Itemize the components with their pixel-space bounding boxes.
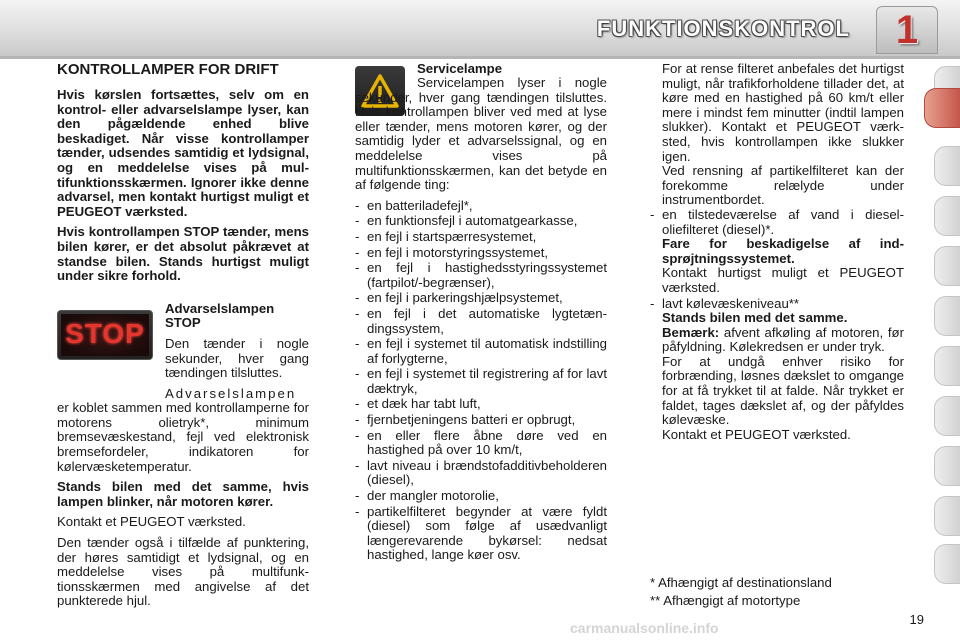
service-lamp-heading: Servicelampe: [417, 61, 503, 76]
list-item: - partikelfilteret begynder at være fyldt (diesel) som følge af usædvanligt længerevarende bykørsel: nedsat hastighed, lange køer osv.: [355, 505, 607, 563]
page-number: 19: [909, 612, 924, 627]
list-item: - en batteriladefejl*,: [355, 199, 607, 214]
list-item: - en fejl i systemet til registrering af for lavt dæktryk,: [355, 367, 607, 396]
stop-lamp-label: Advarselslampen: [165, 385, 297, 401]
list-item: - fjernbetjeningens batteri er opbrugt,: [355, 413, 607, 428]
list-item: - en fejl i parkeringshjælpsystemet,: [355, 291, 607, 306]
watermark: carmanualsonline.info: [570, 620, 719, 636]
list-item: - en fejl i det automatiske lygtetændingssystem,: [355, 307, 607, 336]
stop-lamp-text: Den tænder i nogle sekunder, hver gang tændingen tilsluttes.: [165, 335, 309, 381]
stop-car-warning: Stands bilen med det samme.: [662, 310, 848, 326]
chapter-number: 1: [895, 7, 919, 52]
list-item: - en funktionsfejl i automatgearkasse,: [355, 214, 607, 229]
injection-damage-warning: Fare for beskadigelse af indsprøjtningssystemet.: [662, 236, 904, 266]
chapter-tab[interactable]: [934, 146, 960, 186]
contact-workshop-text-2: Kontakt et PEUGEOT værksted.: [662, 426, 851, 442]
chapter-tab-active[interactable]: [924, 88, 960, 128]
list-item: - der mangler motorolie,: [355, 489, 607, 504]
section-heading: KONTROLLAMPER FOR DRIFT: [57, 61, 279, 78]
stop-lamp-instruction: Stands bilen med det samme, hvis lampen blinker, når motoren kører.: [57, 479, 309, 509]
footnote-engine: ** Afhængigt af motortype: [650, 593, 801, 608]
page-title: FUNKTIONSKONTROL: [596, 16, 850, 41]
note-label: Bemærk:: [662, 324, 720, 340]
chapter-tab[interactable]: [934, 246, 960, 286]
stop-lamp-contact: Kontakt et PEUGEOT værksted.: [57, 514, 246, 530]
list-item: - en fejl i motorstyringssystemet,: [355, 246, 607, 261]
stop-lamp-linked: er koblet sammen med kontrollamperne for motorens olietryk*, minimum bremsevæskestand, fejl ved elektronisk bremsefordeler, indikatoren for kølervæsketemperatur.: [57, 400, 309, 474]
chapter-tab[interactable]: [934, 396, 960, 436]
service-lamp-text: Servicelampen lyser i nogle sekunder, hver gang tændingen tilsluttes. Hvis kontrollampen bliver ved med at lyse eller tænder, mens motoren kører, og der samtidig lyder et advarselssignal, og en meddelelse vises på multifunktionsskærmen, kan det betyde en af følgende ting:: [355, 75, 607, 193]
column-left: [57, 62, 309, 615]
chapter-tab[interactable]: [934, 544, 960, 584]
column-middle: [355, 62, 607, 564]
chapter-tab[interactable]: [934, 496, 960, 536]
list-item: - en eller flere åbne døre ved en hastighed på over 10 km/t,: [355, 429, 607, 458]
list-item: - et dæk har tabt luft,: [355, 397, 607, 412]
chapter-tab[interactable]: [934, 296, 960, 336]
footnote-destination: * Afhængigt af destinationsland: [650, 575, 832, 590]
list-item: [650, 208, 904, 296]
burn-risk-text: For at undgå enhver risiko for forbrænding, løsnes dækslet to omgange for at få trykket til at falde. Når trykket er faldet, tages dækslet af, og der påfyldes kølevæske.: [662, 353, 904, 428]
intro-warning: Hvis kørslen fortsættes, selv om en kontrol- eller advarselslampe lyser, kan den pågældende enhed blive beskadiget. Når visse kontrollamper tænder, udsendes samtidig et lydsignal, og en meddelelse vises på multifunktionsskærmen. Ignorer ikke denne advarsel, men kontakt hurtigst muligt et PEUGEOT værksted.: [57, 87, 309, 219]
column-right: [650, 62, 904, 443]
filter-relay-text: Ved rensning af partikelfilteret kan der forekomme relælyde under instrumentbordet.: [662, 163, 904, 208]
list-item: - en fejl i hastighedsstyringssystemet (fartpilot/-begrænser),: [355, 261, 607, 290]
chapter-tab[interactable]: [934, 446, 960, 486]
stop-lamp-block: [57, 302, 309, 402]
stop-icon-text: STOP: [65, 318, 145, 350]
stop-warning: Hvis kontrollampen STOP tænder, mens bilen kører, er det absolut påkrævet at standse bilen. Stands hurtigst muligt under sikre forhold.: [57, 224, 309, 284]
service-lamp-list: [355, 199, 607, 563]
filter-clean-text: For at rense filteret anbefales det hurtigst muligt, når trafikforholdene tillader det, at køre med en hastighed på 60 km/t eller mere i mindst fem minutter (indtil lampen slukker). Kontakt et PEUGEOT værksted, hvis kontrollampen ikke slukker igen.: [662, 61, 904, 164]
continued-list: [650, 208, 904, 443]
list-item: - lavt niveau i brændstofadditivbeholderen (diesel),: [355, 459, 607, 488]
header-divider: [0, 56, 960, 59]
chapter-tabs: [930, 66, 960, 586]
stop-lamp-heading: Advarselslampen STOP: [165, 300, 275, 331]
chapter-tab[interactable]: [934, 346, 960, 386]
list-item: - en fejl i systemet til automatisk indstilling af forlygterne,: [355, 337, 607, 366]
footnotes: [650, 574, 904, 610]
stop-lamp-icon: [57, 310, 153, 360]
chapter-badge: [876, 6, 938, 54]
contact-workshop-text: Kontakt hurtigst muligt et PEUGEOT værksted.: [662, 265, 904, 295]
stop-lamp-puncture: Den tænder også i tilfælde af punktering, der høres samtidigt et lydsignal, og en meddelelse vises på multifunktionsskærmen med angivelse af det punkterede hjul.: [57, 535, 309, 609]
chapter-tab[interactable]: [934, 196, 960, 236]
water-in-filter-text: en tilstedeværelse af vand i dieseloliefilteret (diesel)*.: [662, 206, 904, 237]
page-header: [0, 0, 960, 56]
note-text: afvent afkøling af motoren, før påfyldning. Kølekredsen er under tryk.: [662, 324, 904, 355]
coolant-level-text: lavt kølevæskeniveau**: [662, 295, 800, 311]
list-item: - en fejl i startspærresystemet,: [355, 230, 607, 245]
list-item: [650, 297, 904, 443]
